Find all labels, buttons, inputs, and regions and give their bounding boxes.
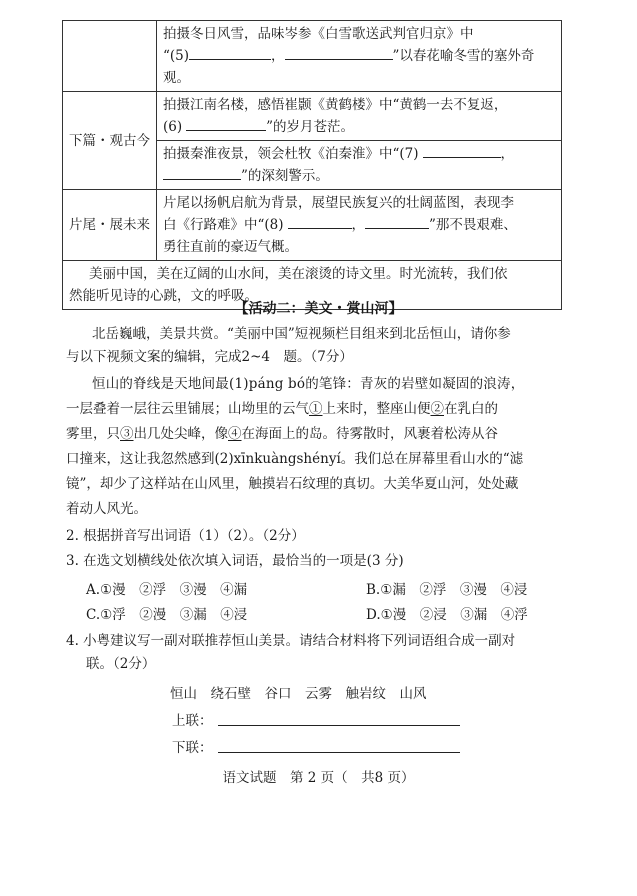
row3-line1 — [163, 143, 555, 165]
passage-line6: 着动人风光。 — [66, 501, 147, 517]
option-d[interactable]: D.①漫 ②浸 ③漏 ④浮 — [366, 607, 528, 623]
row2-line1: 拍摄江南名楼，感悟崔颢《黄鹤楼》中“黄鹤一去不复返， — [163, 97, 508, 113]
row1-separator: ， — [271, 48, 285, 64]
row3-separator: ， — [500, 146, 515, 162]
lower-couplet-label: 下联： — [172, 740, 213, 756]
row2-line2-suffix: ”的岁月苍茫。 — [266, 119, 355, 135]
passage-line1: 恒山的脊线是天地间最(1)páng bó的笔锋：青灰的岩壁如凝固的浪涛， — [92, 376, 525, 392]
passage-text: 上来时，整座山便 — [322, 401, 431, 417]
poetry-table — [62, 20, 562, 310]
row4-line2 — [163, 214, 555, 236]
answer-blank-5b[interactable] — [285, 45, 393, 60]
answer-blank-7b[interactable] — [163, 165, 241, 180]
blank-marker-1: ① — [309, 401, 323, 417]
table-cell-row4 — [157, 190, 562, 261]
row4-separator: ， — [351, 217, 366, 233]
footer-line2: 然能听见诗的心跳，文的呼吸。 — [69, 288, 258, 304]
answer-blank-8a[interactable] — [288, 214, 352, 229]
table-row — [63, 92, 562, 141]
upper-couplet-input[interactable] — [218, 724, 460, 726]
activity-title: 【活动二：美文・赏山河】 — [234, 301, 403, 317]
row3-line1-prefix: 拍摄秦淮夜景，领会杜牧《泊秦淮》中“(7) — [163, 146, 419, 162]
row1-line2-suffix: ”以春花喻冬雪的塞外奇观。 — [163, 48, 535, 86]
passage-line2 — [66, 398, 566, 421]
option-b[interactable]: B.①漏 ②浮 ③漫 ④浸 — [366, 582, 528, 598]
row1-line2 — [163, 45, 555, 89]
question-3-stem: 3. 在选文划横线处依次填入词语，最恰当的一项是(3 分) — [66, 553, 404, 569]
answer-blank-8b[interactable] — [365, 214, 429, 229]
blank-marker-4: ④ — [228, 426, 242, 442]
table-cell-row2 — [157, 92, 562, 141]
row4-line2-prefix: 白《行路难》中“(8) — [163, 217, 284, 233]
intro-line1: 北岳巍峨，美景共赏。“美丽中国”短视频栏目组来到北岳恒山，请你参 — [92, 326, 511, 342]
table-cell-row1 — [157, 21, 562, 92]
upper-couplet-label: 上联： — [172, 713, 213, 729]
row4-line2-suffix: ”那不畏艰难、 — [429, 217, 517, 233]
table-row — [63, 21, 562, 92]
option-a[interactable]: A.①漫 ②浮 ③漫 ④漏 — [86, 582, 248, 598]
lower-couplet-input[interactable] — [218, 751, 460, 753]
table-row — [63, 190, 562, 261]
page-footer: 语文试题 第 2 页（ 共8 页） — [222, 770, 415, 786]
table-cell-row3 — [157, 141, 562, 190]
option-c[interactable]: C.①浮 ②漫 ③漏 ④浸 — [86, 607, 248, 623]
question-4-line2: 联。（2分） — [86, 656, 156, 672]
row2-line2 — [163, 116, 555, 138]
section-label-future: 片尾・展未来 — [63, 190, 157, 261]
passage-text: 一层叠着一层往云里铺展；山坳里的云气 — [66, 401, 309, 417]
footer-line1: 美丽中国，美在辽阔的山水间，美在滚烫的诗文里。时光流转，我们依 — [89, 266, 508, 282]
row3-line2-suffix: ”的深刻警示。 — [241, 168, 329, 184]
passage-text: 在海面上的岛。待雾散时，风裹着松涛从谷 — [241, 426, 498, 442]
question-4-line1: 4. 小粤建议写一副对联推荐恒山美景。请结合材料将下列词语组合成一副对 — [66, 633, 516, 649]
row4-line1: 片尾以扬帆启航为背景，展望民族复兴的壮阔蓝图，表现李 — [163, 195, 514, 211]
passage-line5: 镜”，却少了这样站在山风里，触摸岩石纹理的真切。大美华夏山河，处处藏 — [66, 476, 519, 492]
row1-line1: 拍摄冬日风雪，品味岑参《白雪歌送武判官归京》中 — [163, 26, 474, 42]
table-label-empty — [63, 21, 157, 92]
passage-text: 在乳白的 — [444, 401, 498, 417]
word-bank: 恒山 绕石壁 谷口 云雾 触岩纹 山风 — [170, 686, 427, 702]
row3-line2 — [163, 165, 555, 187]
row1-line2-prefix: “(5) — [163, 48, 190, 64]
intro-line2: 与以下视频文案的编辑，完成2~4 题。（7分） — [66, 349, 353, 365]
passage-line4: 口撞来，这让我忽然感到(2)xīnkuàngshényí。我们总在屏幕里看山水的“滤 — [66, 451, 524, 467]
passage-line3 — [66, 423, 566, 446]
passage-text: 雾里，只 — [66, 426, 120, 442]
passage-text: 出几处尖峰，像 — [133, 426, 228, 442]
blank-marker-2: ② — [430, 401, 444, 417]
row2-line2-prefix: (6) — [163, 119, 183, 135]
section-label-past-present: 下篇・观古今 — [63, 92, 157, 190]
answer-blank-6[interactable] — [186, 116, 266, 131]
answer-blank-5a[interactable] — [189, 45, 271, 60]
question-2: 2. 根据拼音写出词语（1）（2）。（2分） — [66, 528, 305, 544]
blank-marker-3: ③ — [120, 426, 134, 442]
answer-blank-7a[interactable] — [423, 143, 501, 158]
row4-line3: 勇往直前的豪迈气概。 — [163, 239, 298, 255]
